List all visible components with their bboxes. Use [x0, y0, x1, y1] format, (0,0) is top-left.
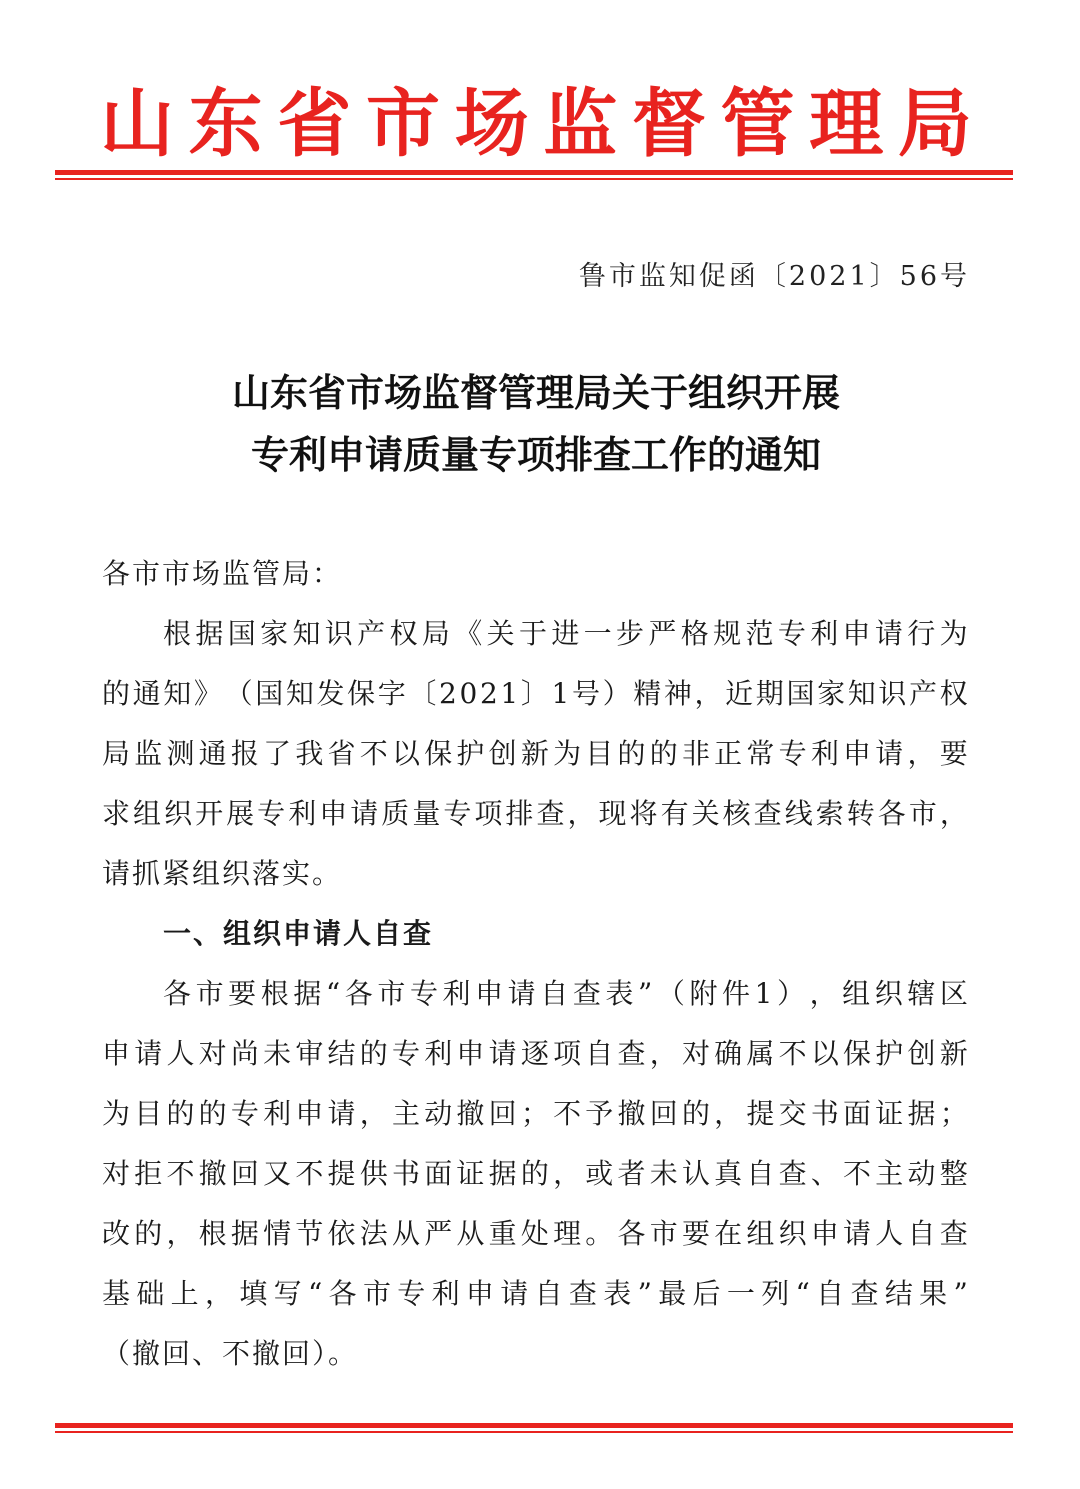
masthead-char: 场 — [454, 81, 529, 167]
document-title-line-1: 山东省市场监督管理局关于组织开展 — [231, 371, 840, 415]
salutation: 各市市场监管局： — [102, 557, 343, 590]
paragraph-line: 的 通 知 》 （ 国 知 发 保 字 〔 2 0 2 1 〕 1 号 ） 精 神 ， 近 期 国 家 知 识 产 权 — [102, 677, 968, 710]
masthead-char: 督 — [631, 81, 706, 167]
paragraph-line: 基 础 上 ， 填 写 “ 各 市 专 利 申 请 自 查 表 ” 最 后 一 列 “ 自 查 结 果 ” — [102, 1277, 968, 1310]
masthead-char: 监 — [543, 81, 618, 167]
section-heading: 一、组织申请人自查 — [163, 917, 434, 950]
paragraph-line: 对 拒 不 撤 回 又 不 提 供 书 面 证 据 的 ， 或 者 未 认 真 自 查 、 不 主 动 整 — [102, 1157, 968, 1190]
footer-red-rule — [55, 1423, 1013, 1433]
paragraph-line: 求 组 织 开 展 专 利 申 请 质 量 专 项 排 查 ， 现 将 有 关 核 查 线 索 转 各 市 ， — [102, 797, 968, 830]
paragraph-line: 各 市 要 根 据 “ 各 市 专 利 申 请 自 查 表 ” （ 附 件 1 ） ， 组 织 辖 区 — [163, 977, 968, 1010]
paragraph-line: 请抓紧组织落实。 — [102, 857, 343, 890]
masthead-char: 局 — [897, 81, 972, 167]
paragraph-line: 为 目 的 的 专 利 申 请 ， 主 动 撤 回 ； 不 予 撤 回 的 ， 提 交 书 面 证 据 ； — [102, 1097, 968, 1130]
paragraph-line: 根 据 国 家 知 识 产 权 局 《 关 于 进 一 步 严 格 规 范 专 利 申 请 行 为 — [163, 617, 968, 650]
masthead-red-rule — [55, 170, 1013, 180]
masthead-char: 东 — [188, 81, 263, 167]
document-title-line-2: 专利申请质量专项排查工作的通知 — [250, 433, 821, 477]
masthead-char: 山 — [100, 81, 174, 167]
paragraph-line: 局 监 测 通 报 了 我 省 不 以 保 护 创 新 为 目 的 的 非 正 常 专 利 申 请 ， 要 — [102, 737, 968, 770]
paragraph-line: 改 的 ， 根 据 情 节 依 法 从 严 从 重 处 理 。 各 市 要 在 组 织 申 请 人 自 查 — [102, 1217, 968, 1250]
paragraph-line: 申 请 人 对 尚 未 审 结 的 专 利 申 请 逐 项 自 查 ， 对 确 属 不 以 保 护 创 新 — [102, 1037, 968, 1070]
masthead-char: 管 — [720, 81, 795, 167]
document-number: 鲁市监知促函〔2021〕56号 — [578, 261, 970, 292]
masthead-title — [100, 78, 972, 170]
masthead-char: 理 — [809, 81, 884, 167]
masthead-char: 省 — [277, 81, 352, 167]
masthead-char: 市 — [365, 81, 440, 167]
paragraph-line: （撤回、不撤回）。 — [102, 1337, 359, 1370]
